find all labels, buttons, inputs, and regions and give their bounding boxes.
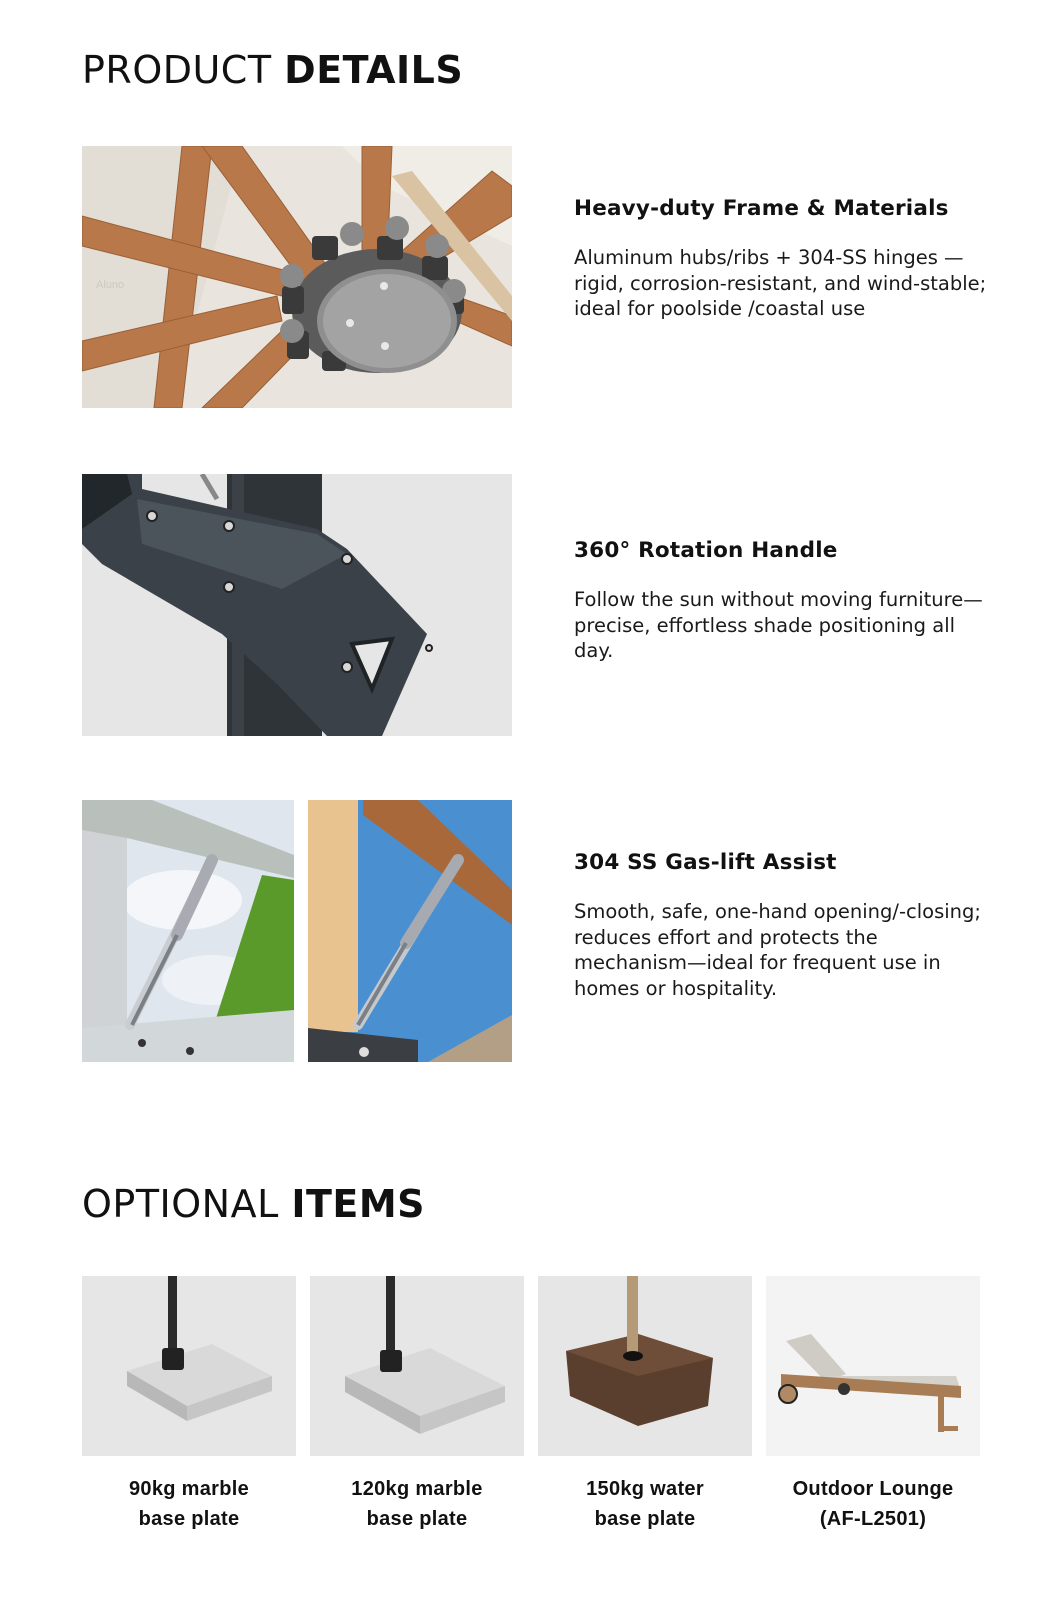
optional-item-120kg-marble-base[interactable]	[310, 1276, 524, 1534]
feature-title: 360° Rotation Handle	[574, 538, 838, 563]
item-label	[310, 1474, 524, 1534]
umbrella-hub-image	[82, 146, 512, 408]
item-label	[766, 1474, 980, 1534]
optional-item-outdoor-lounge[interactable]	[766, 1276, 980, 1534]
item-label	[82, 1474, 296, 1534]
rotation-handle-image	[82, 474, 512, 736]
gas-strut-white-frame-image	[82, 800, 294, 1062]
item-label-line2: base plate	[366, 1508, 468, 1530]
feature-frame-materials	[574, 196, 994, 322]
feature-description: Follow the sun without moving furniture—precise, effortless shade positioning all day.	[574, 588, 983, 662]
feature-description: Aluminum hubs/ribs + 304-SS hinges — rigid, corrosion-resistant, and wind-stable; ideal for poolside /coastal use	[574, 246, 987, 320]
item-label-line1: Outdoor Lounge	[792, 1478, 954, 1500]
marble-base-image	[82, 1276, 296, 1456]
optional-items-heading	[82, 1182, 425, 1226]
feature-title: 304 SS Gas-lift Assist	[574, 850, 837, 875]
item-label-line2: base plate	[594, 1508, 696, 1530]
lounge-chair-image	[766, 1276, 980, 1456]
item-label-line2: (AF-L2501)	[819, 1508, 927, 1530]
item-label-line2: base plate	[138, 1508, 240, 1530]
heading-light-word: PRODUCT	[82, 48, 272, 92]
optional-item-90kg-marble-base[interactable]	[82, 1276, 296, 1534]
feature-title: Heavy-duty Frame & Materials	[574, 196, 949, 221]
svg-text:Aluno: Aluno	[96, 279, 125, 291]
gas-strut-wood-frame-image	[308, 800, 512, 1062]
feature-description: Smooth, safe, one-hand opening/-closing; reduces effort and protects the mechanism—ideal for frequent use in homes or hospitality.	[574, 900, 981, 1000]
item-label-line1: 90kg marble	[128, 1478, 250, 1500]
item-label	[538, 1474, 752, 1534]
water-base-image	[538, 1276, 752, 1456]
heading-bold-word: DETAILS	[284, 48, 464, 92]
heading-bold-word: ITEMS	[291, 1182, 426, 1226]
heading-light-word: OPTIONAL	[82, 1182, 279, 1226]
feature-rotation-handle	[574, 538, 994, 664]
feature-gas-lift-assist	[574, 850, 994, 1001]
optional-item-150kg-water-base[interactable]	[538, 1276, 752, 1534]
product-details-heading	[82, 48, 463, 92]
item-label-line1: 120kg marble	[351, 1478, 483, 1500]
item-label-line1: 150kg water	[586, 1478, 704, 1500]
marble-base-image	[310, 1276, 524, 1456]
